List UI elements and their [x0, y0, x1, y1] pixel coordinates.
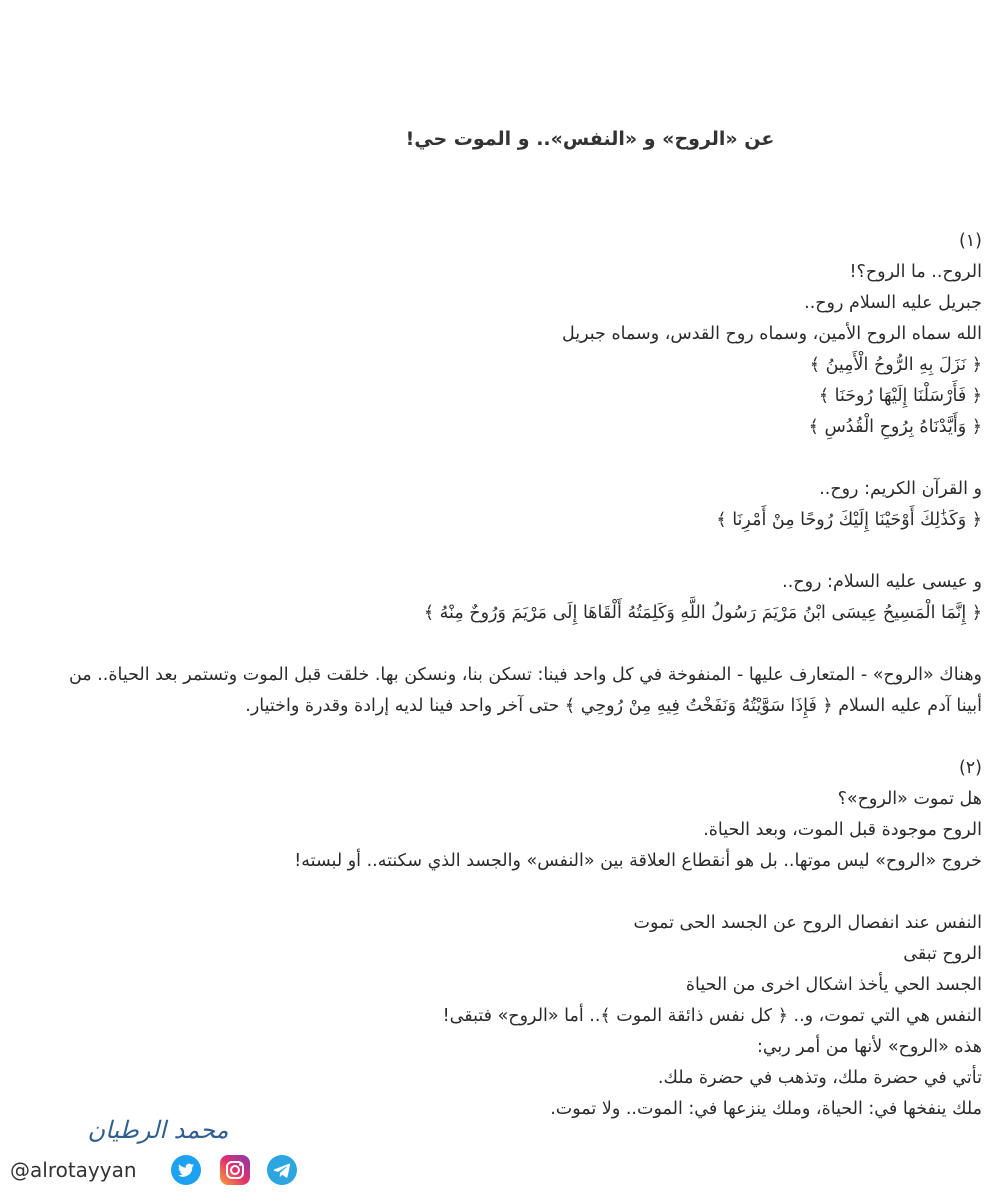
text-line: الروح.. ما الروح؟! [849, 262, 982, 282]
article-body [52, 226, 982, 1125]
page-title: عن «الروح» و «النفس».. و الموت حي! [405, 128, 775, 150]
text-line: جبريل عليه السلام روح.. [804, 293, 982, 313]
verse-line: ﴿ إِنَّمَا الْمَسِيحُ عِيسَى ابْنُ مَرْيَمَ رَسُولُ اللَّهِ وَكَلِمَتُهُ أَلْقَاهَا إِلَى مَرْيَمَ وَرُوحٌ مِنْهُ ﴾ [423, 603, 982, 623]
paragraph: وهناك «الروح» - المتعارف عليها - المنفوخة في كل واحد فينا: تسكن بنا، ونسكن بها. خلقت قبل الموت وتستمر بعد الحياة.. من أبينا آدم عليه السلام ﴿ فَإِذَا سَوَّيْتُهُ وَنَفَخْتُ فِيهِ مِنْ رُوحِي ﴾ حتى آخر واحد فينا لديه إرادة وقدرة واختيار. [68, 665, 982, 716]
author-signature: محمد الرطيان [87, 1116, 229, 1144]
twitter-icon[interactable] [170, 1154, 202, 1186]
author-footer [8, 1114, 298, 1194]
text-line: الله سماه الروح الأمين، وسماه روح القدس، وسماه جبريل [562, 324, 982, 344]
verse-line: ﴿ وَأَيَّدْنَاهُ بِرُوحِ الْقُدُسِ ﴾ [808, 417, 982, 437]
text-line: هل تموت «الروح»؟ [837, 789, 982, 809]
text-line: هذه «الروح» لأنها من أمر ربي: [756, 1037, 982, 1057]
instagram-icon[interactable] [219, 1154, 251, 1186]
text-line: النفس هي التي تموت، و.. ﴿ كل نفس ذائقة الموت ﴾.. أما «الروح» فتبقى! [442, 1006, 982, 1026]
text-line: خروج «الروح» ليس موتها.. بل هو أنقطاع العلاقة بين «النفس» والجسد الذي سكنته.. أو لبسته! [294, 851, 982, 871]
verse-line: ﴿ نَزَلَ بِهِ الرُّوحُ الْأَمِينُ ﴾ [809, 355, 982, 375]
section-number: (١) [958, 231, 982, 251]
text-line: الروح تبقى [903, 944, 982, 964]
telegram-icon[interactable] [266, 1154, 298, 1186]
text-line: الجسد الحي يأخذ اشكال اخرى من الحياة [685, 975, 982, 995]
verse-line: ﴿ وَكَذَٰلِكَ أَوْحَيْنَا إِلَيْكَ رُوحًا مِنْ أَمْرِنَا ﴾ [716, 510, 982, 530]
text-line: و القرآن الكريم: روح.. [819, 479, 982, 499]
text-line: ملك ينفخها في: الحياة، وملك ينزعها في: الموت.. ولا تموت. [550, 1099, 982, 1119]
text-line: تأتي في حضرة ملك، وتذهب في حضرة ملك. [657, 1068, 982, 1088]
verse-line: ﴿ فَأَرْسَلْنَا إِلَيْهَا رُوحَنَا ﴾ [818, 386, 982, 406]
social-handle[interactable]: @alrotayyan [10, 1158, 137, 1182]
section-number: (٢) [958, 758, 982, 778]
text-line: و عيسى عليه السلام: روح.. [782, 572, 982, 592]
text-line: النفس عند انفصال الروح عن الجسد الحى تموت [633, 913, 982, 933]
text-line: الروح موجودة قبل الموت، وبعد الحياة. [703, 820, 982, 840]
